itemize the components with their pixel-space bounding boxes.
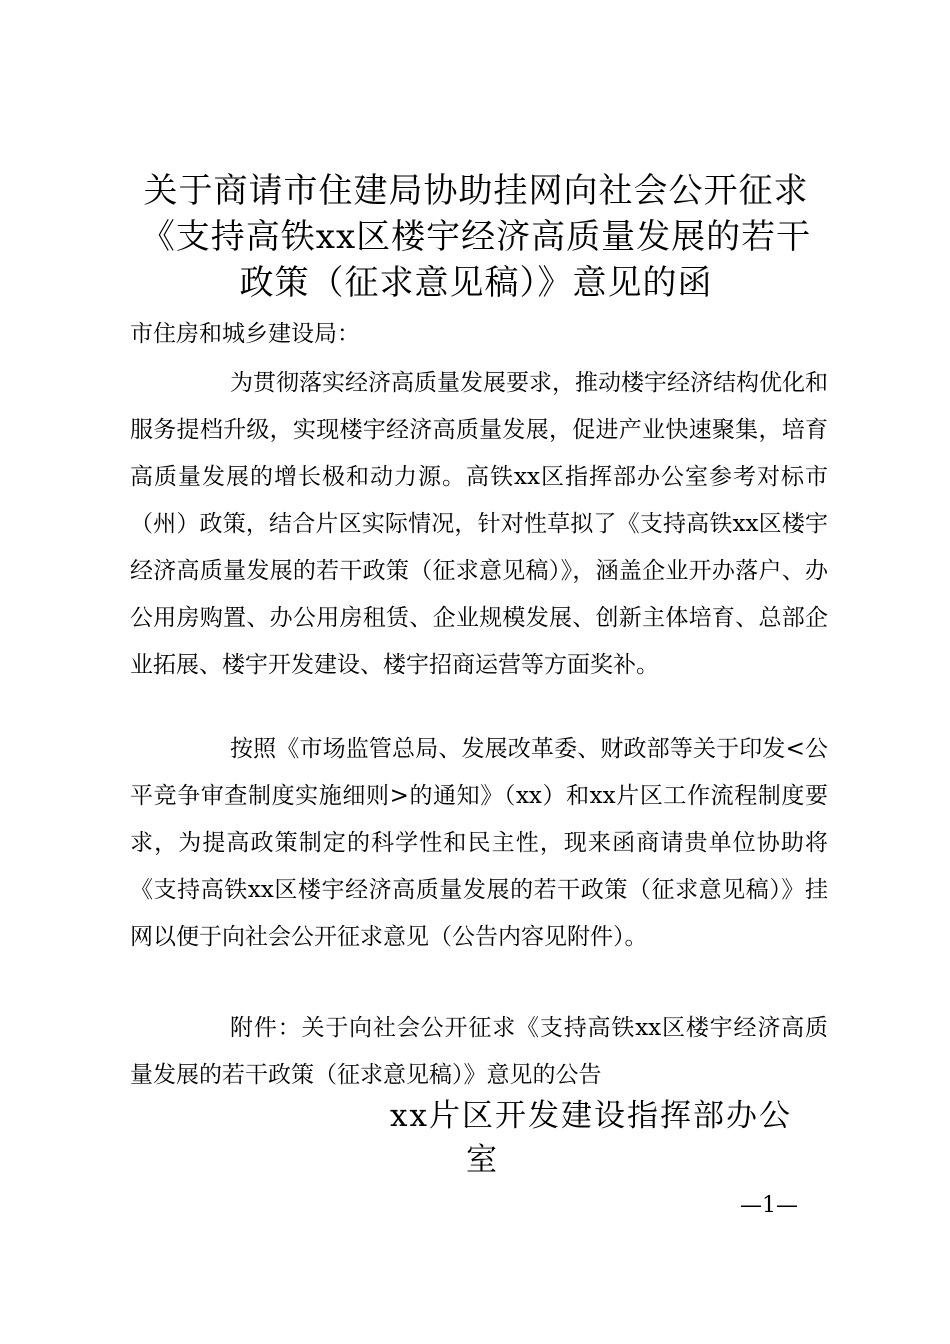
signature-line-2: 室 [466, 1142, 499, 1178]
signature-line-1: xx片区开发建设指挥部办公 [390, 1098, 792, 1134]
signature-block [390, 1094, 830, 1182]
salutation: 市住房和城乡建设局： [130, 321, 360, 347]
title-line-2: 《支持高铁xx区楼宇经济高质量发展的若干 [140, 217, 812, 257]
document-title [120, 168, 832, 306]
title-line-1: 关于商请市住建局协助挂网向社会公开征求 [143, 171, 809, 211]
attachment-note: 附件：关于向社会公开征求《支持高铁xx区楼宇经济高质量发展的若干政策（征求意见稿）》意见的公告 [130, 1015, 828, 1088]
page-number: —1— [740, 1193, 798, 1218]
body-paragraph-2: 按照《市场监管总局、发展改革委、财政部等关于印发<公平竞争审查制度实施细则>的通知》（xx）和xx片区工作流程制度要求，为提高政策制定的科学性和民主性，现来函商请贵单位协助将《支持高铁xx区楼宇经济高质量发展的若干政策（征求意见稿）》挂网以便于向社会公开征求意见（公告内容见附件）。 [130, 736, 828, 950]
body-paragraph-1: 为贯彻落实经济高质量发展要求，推动楼宇经济结构优化和服务提档升级，实现楼宇经济高质量发展，促进产业快速聚集，培育高质量发展的增长极和动力源。高铁xx区指挥部办公室参考对标市（州）政策，结合片区实际情况，针对性草拟了《支持高铁xx区楼宇经济高质量发展的若干政策（征求意见稿）》，涵盖企业开办落户、办公用房购置、办公用房租赁、企业规模发展、创新主体培育、总部企业拓展、楼宇开发建设、楼宇招商运营等方面奖补。 [130, 370, 828, 678]
title-line-3: 政策（征求意见稿）》意见的函 [239, 263, 713, 303]
